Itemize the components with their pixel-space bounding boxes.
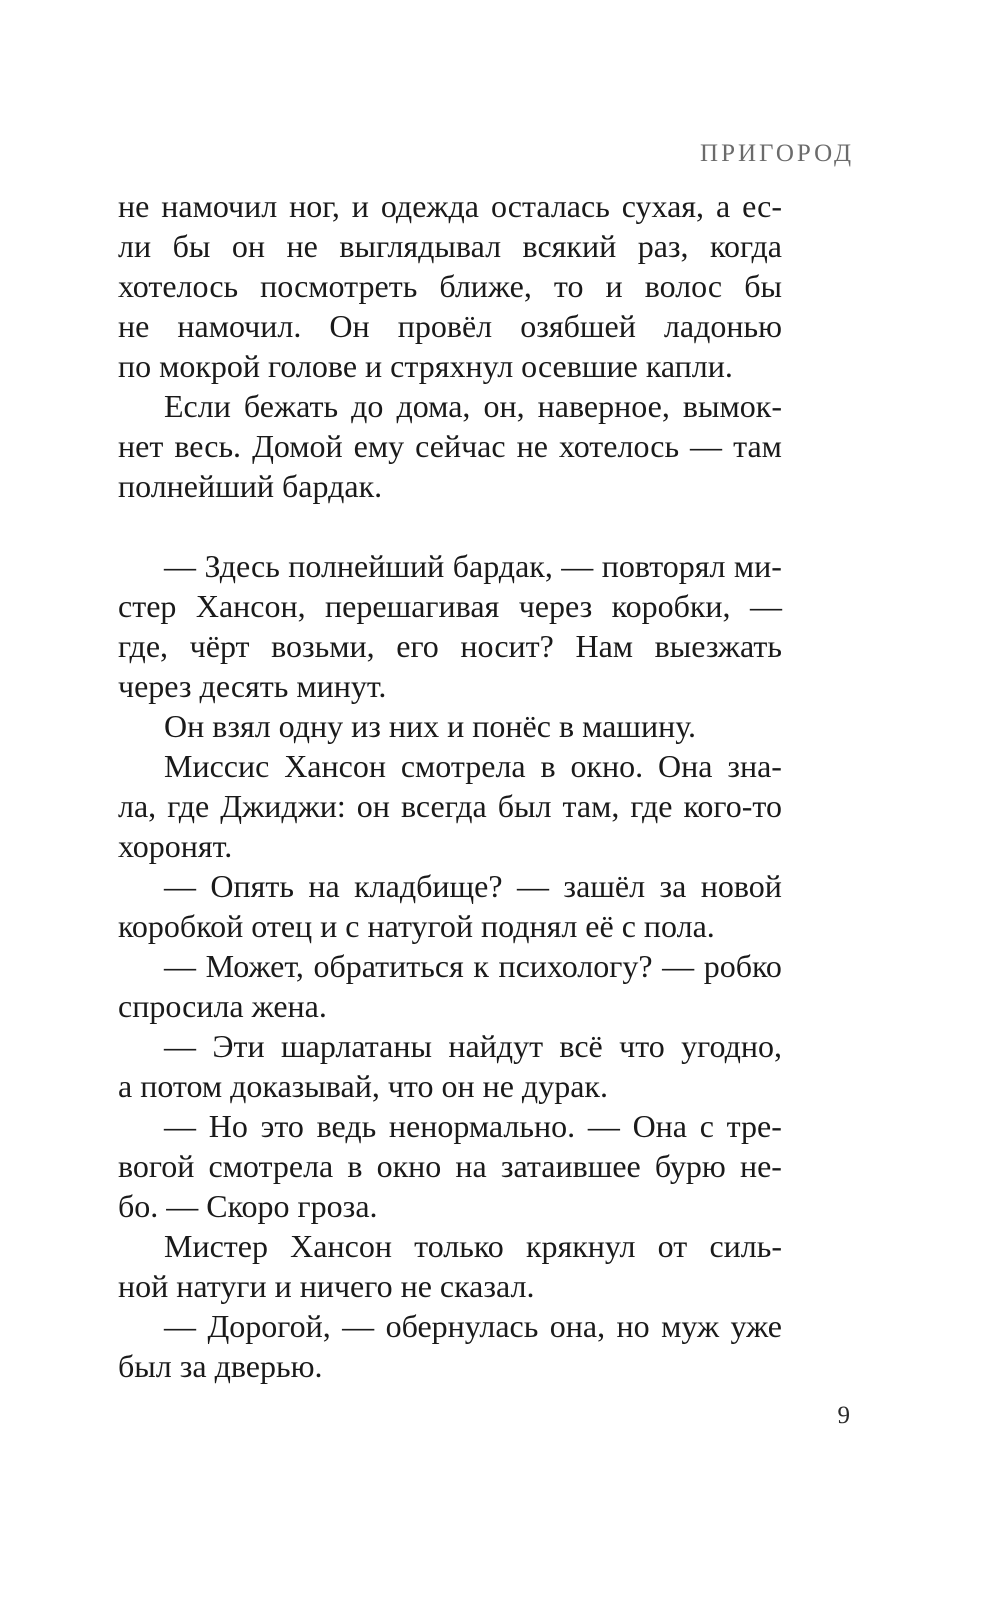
- text-line: спросила жена.: [118, 988, 327, 1024]
- paragraph: [118, 946, 782, 1026]
- text-line: — Дорогой, — обернулась она, но муж уже: [164, 1308, 782, 1344]
- text-line: по мокрой голове и стряхнул осевшие капли.: [118, 348, 733, 384]
- text-line: ли бы он не выглядывал всякий раз, когда: [118, 228, 782, 264]
- text-line: бо. — Скоро гроза.: [118, 1188, 378, 1224]
- paragraph: [118, 746, 782, 866]
- section-break: [118, 506, 782, 546]
- text-line: ной натуги и ничего не сказал.: [118, 1268, 535, 1304]
- text-line: хотелось посмотреть ближе, то и волос бы: [118, 268, 782, 304]
- text-line: а потом доказывай, что он не дурак.: [118, 1068, 608, 1104]
- text-line: Миссис Хансон смотрела в окно. Она зна-: [164, 748, 782, 784]
- text-line: не намочил ног, и одежда осталась сухая, а ес-: [118, 188, 782, 224]
- text-line: Мистер Хансон только крякнул от силь-: [164, 1228, 782, 1264]
- paragraph: [118, 706, 782, 746]
- paragraph: [118, 1226, 782, 1306]
- paragraph: [118, 1306, 782, 1386]
- page-number: 9: [837, 1402, 850, 1429]
- paragraph: [118, 866, 782, 946]
- text-line: — Может, обратиться к психологу? — робко: [164, 948, 782, 984]
- text-line: ла, где Джиджи: он всегда был там, где кого-то: [118, 788, 782, 824]
- paragraph: [118, 1106, 782, 1226]
- paragraph: [118, 386, 782, 506]
- text-line: через десять минут.: [118, 668, 387, 704]
- text-line: не намочил. Он провёл озябшей ладонью: [118, 308, 782, 344]
- text-line: полнейший бардак.: [118, 468, 383, 504]
- text-line: коробкой отец и с натугой поднял её с пола.: [118, 908, 715, 944]
- text-line: стер Хансон, перешагивая через коробки, —: [118, 588, 782, 624]
- running-head: ПРИГОРОД: [700, 140, 854, 167]
- paragraph: [118, 186, 782, 386]
- text-line: — Здесь полнейший бардак, — повторял ми-: [164, 548, 782, 584]
- text-line: где, чёрт возьми, его носит? Нам выезжать: [118, 628, 782, 664]
- text-line: — Но это ведь ненормально. — Она с тре-: [164, 1108, 782, 1144]
- text-line: Он взял одну из них и понёс в машину.: [164, 708, 696, 744]
- text-line: — Эти шарлатаны найдут всё что угодно,: [164, 1028, 782, 1064]
- text-line: — Опять на кладбище? — зашёл за новой: [164, 868, 782, 904]
- paragraph: [118, 1026, 782, 1106]
- text-line: нет весь. Домой ему сейчас не хотелось — там: [118, 428, 782, 464]
- text-line: вогой смотрела в окно на затаившее бурю не-: [118, 1148, 782, 1184]
- body-text: [118, 186, 782, 1386]
- text-line: был за дверью.: [118, 1348, 323, 1384]
- text-line: хоронят.: [118, 828, 233, 864]
- text-line: Если бежать до дома, он, наверное, вымок-: [164, 388, 782, 424]
- paragraph: [118, 546, 782, 706]
